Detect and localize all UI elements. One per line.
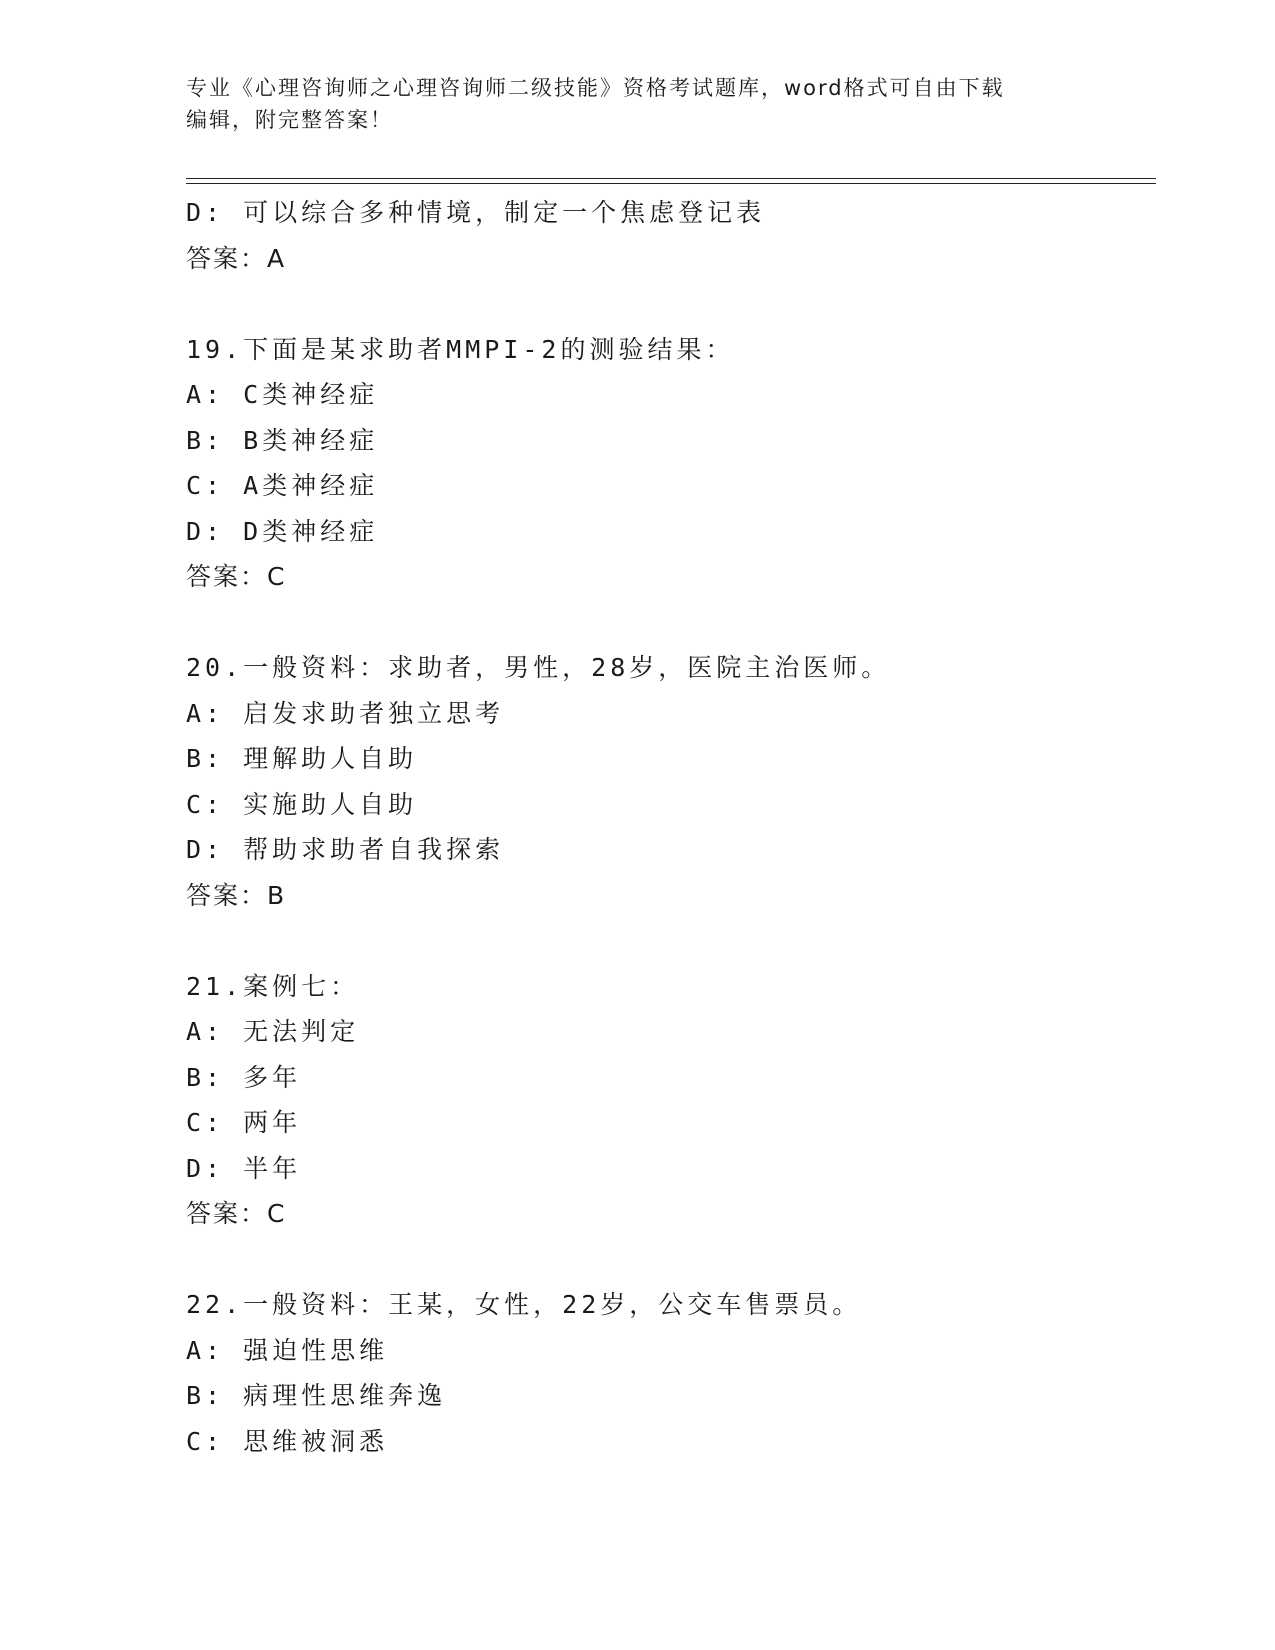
option-line: D: 可以综合多种情境，制定一个焦虑登记表	[186, 198, 766, 227]
option-line: C: 思维被洞悉	[186, 1426, 389, 1456]
option-line: A: 启发求助者独立思考	[186, 698, 505, 728]
question-stem: 20.一般资料：求助者，男性，28岁，医院主治医师。	[186, 653, 891, 682]
option-line: A: 无法判定	[186, 1017, 360, 1046]
option-line: D: 半年	[186, 1153, 302, 1183]
option-line: B: 病理性思维奔逸	[186, 1381, 447, 1410]
header-line-2: 编辑，附完整答案！	[186, 108, 393, 132]
question-stem: 19.下面是某求助者MMPI-2的测验结果：	[186, 334, 735, 364]
spacer	[186, 1237, 1156, 1283]
option-line: B: 多年	[186, 1062, 302, 1092]
answer-line: 答案：C	[186, 562, 287, 591]
option-line: A: 强迫性思维	[186, 1335, 389, 1365]
option-line: D: D类神经症	[186, 516, 379, 546]
question-stem: 22.一般资料：王某，女性，22岁，公交车售票员。	[186, 1290, 862, 1319]
spacer	[186, 918, 1156, 964]
option-line: B: 理解助人自助	[186, 744, 418, 773]
answer-line: 答案：B	[186, 880, 287, 910]
question-list	[186, 190, 1156, 1464]
option-line: D: 帮助求助者自我探索	[186, 835, 505, 864]
question-stem: 21.案例七：	[186, 971, 360, 1001]
option-line: B: B类神经症	[186, 425, 379, 455]
spacer	[186, 600, 1156, 646]
document-header	[186, 72, 1086, 136]
option-line: C: 两年	[186, 1108, 302, 1137]
header-divider-bottom	[186, 183, 1156, 184]
answer-line: 答案：C	[186, 1199, 287, 1228]
answer-line: 答案：A	[186, 243, 287, 273]
option-line: C: 实施助人自助	[186, 789, 418, 819]
option-line: A: C类神经症	[186, 380, 379, 409]
spacer	[186, 281, 1156, 327]
option-line: C: A类神经症	[186, 471, 379, 500]
header-line-1: 专业《心理咨询师之心理咨询师二级技能》资格考试题库，word格式可自由下载	[186, 76, 1005, 100]
header-divider-top	[186, 178, 1156, 179]
